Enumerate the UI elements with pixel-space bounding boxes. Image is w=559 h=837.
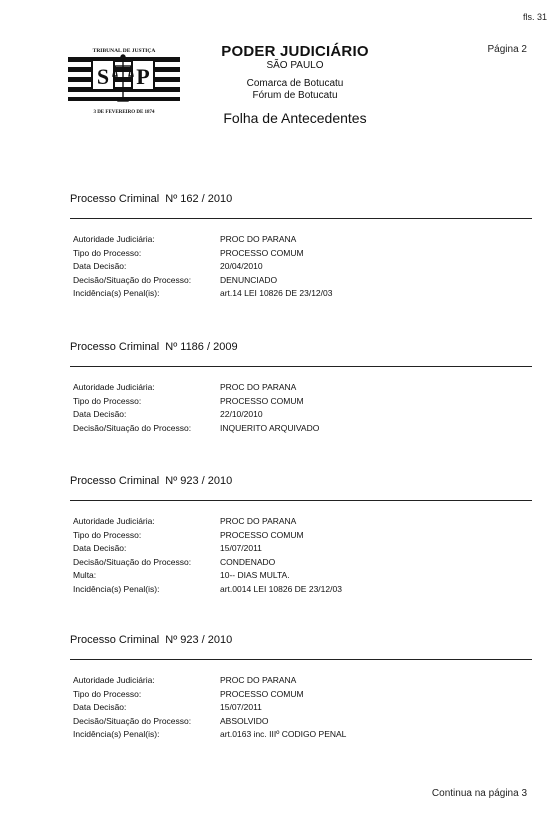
field-label: Autoridade Judiciária: [73,234,155,244]
field-value: PROC DO PARANA [220,516,297,526]
field-value: CONDENADO [220,556,276,567]
process-section [70,634,532,742]
field-row [73,688,532,702]
field-label: Tipo do Processo: [73,688,142,699]
field-label: Autoridade Judiciária: [73,382,155,392]
field-label: Autoridade Judiciária: [73,516,155,526]
field-row [73,395,532,409]
field-value: art.0163 inc. IIIº CODIGO PENAL [220,729,347,740]
document-title: Folha de Antecedentes [223,110,367,126]
field-row [73,260,532,274]
field-value: art.0014 LEI 10826 DE 23/12/03 [220,583,342,594]
process-title-label: Processo Criminal [70,341,160,353]
field-row [73,233,532,247]
page-number: Página 2 [487,44,527,55]
field-label: Multa: [73,570,97,581]
tribunal-seal-logo [68,42,180,118]
field-value: 22/10/2010 [220,409,263,420]
header-subtitle: SÃO PAULO [266,60,324,71]
field-label: Tipo do Processo: [73,395,142,406]
field-label: Incidência(s) Penal(is): [73,288,160,299]
process-fields [70,515,532,597]
process-title-label: Processo Criminal [70,193,160,205]
field-label: Data Decisão: [73,409,127,420]
field-value: PROCESSO COMUM [220,688,304,699]
continues-on-page-note: Continua na página 3 [431,788,527,799]
field-label: Data Decisão: [73,261,127,272]
field-value: 20/04/2010 [220,261,263,272]
field-label: Incidência(s) Penal(is): [73,583,160,594]
field-row [73,556,532,570]
field-value: PROCESSO COMUM [220,247,304,258]
field-label: Decisão/Situação do Processo: [73,556,192,567]
divider [70,366,532,367]
field-value: art.14 LEI 10826 DE 23/12/03 [220,288,333,299]
field-row [73,542,532,556]
process-fields [70,674,532,742]
field-value: ABSOLVIDO [220,715,269,726]
field-label: Data Decisão: [73,543,127,554]
field-row [73,381,532,395]
process-number: Nº 1186 / 2009 [165,341,238,353]
process-number: Nº 162 / 2010 [165,193,233,205]
field-row [73,287,532,301]
process-fields [70,233,532,301]
process-title [70,634,532,647]
field-row [73,569,532,583]
field-row [73,529,532,543]
process-title-label: Processo Criminal [70,475,160,487]
field-row [73,247,532,261]
field-label: Autoridade Judiciária: [73,675,155,685]
process-fields [70,381,532,435]
process-section [70,341,532,435]
field-value: PROCESSO COMUM [220,395,304,406]
field-value: PROC DO PARANA [220,382,297,392]
header-comarca: Comarca de Botucatu [246,78,344,89]
field-row [73,701,532,715]
field-value: PROC DO PARANA [220,675,297,685]
field-label: Tipo do Processo: [73,529,142,540]
process-title-label: Processo Criminal [70,634,160,646]
process-title [70,475,532,488]
field-row [73,674,532,688]
field-value: 10-- DIAS MULTA. [220,570,290,581]
process-section [70,475,532,597]
field-value: 15/07/2011 [220,543,262,554]
field-row [73,728,532,742]
field-label: Data Decisão: [73,702,127,713]
field-row [73,583,532,597]
process-title [70,341,532,354]
seal-letter-p: P [136,64,150,89]
field-row [73,274,532,288]
process-number: Nº 923 / 2010 [165,634,233,646]
field-label: Decisão/Situação do Processo: [73,274,192,285]
seal-bottom-text: 3 DE FEVEREIRO DE 1874 [93,110,155,115]
field-label: Tipo do Processo: [73,247,142,258]
field-row [73,515,532,529]
field-row [73,408,532,422]
process-section [70,193,532,301]
field-value: 15/07/2011 [220,702,262,713]
field-label: Incidência(s) Penal(is): [73,729,160,740]
field-value: INQUERITO ARQUIVADO [220,422,320,433]
header-forum: Fórum de Botucatu [252,90,338,101]
divider [70,659,532,660]
field-label: Decisão/Situação do Processo: [73,715,192,726]
field-value: DENUNCIADO [220,274,278,285]
field-row [73,715,532,729]
seal-letter-s: S [96,64,110,89]
process-number: Nº 923 / 2010 [165,475,233,487]
field-value: PROC DO PARANA [220,234,297,244]
divider [70,500,532,501]
folio-number: fls. 31 [522,12,547,22]
field-value: PROCESSO COMUM [220,529,304,540]
field-row [73,422,532,436]
field-label: Decisão/Situação do Processo: [73,422,192,433]
divider [70,218,532,219]
header-title: PODER JUDICIÁRIO [221,43,369,60]
process-title [70,193,532,206]
seal-top-text: TRIBUNAL DE JUSTIÇA [92,48,156,54]
document-header [190,44,400,126]
